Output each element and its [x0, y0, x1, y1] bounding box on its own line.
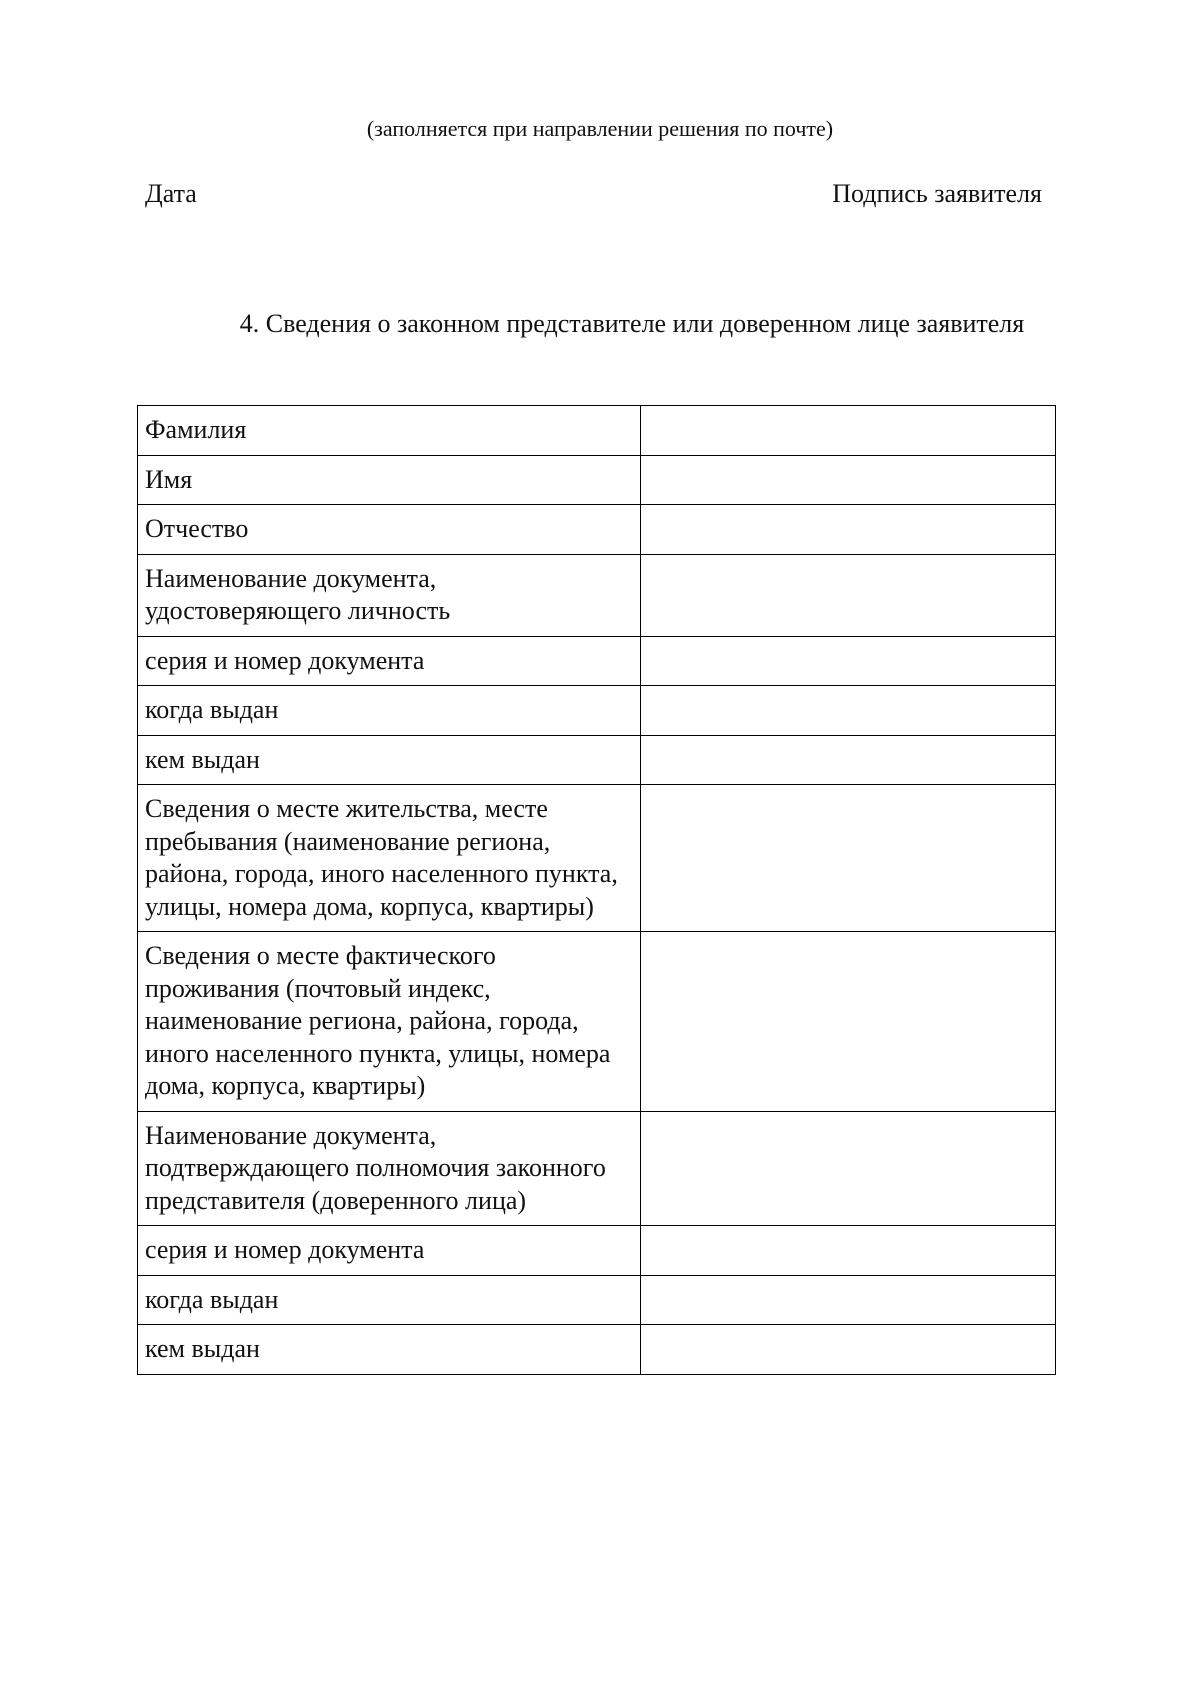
- field-label: Наименование документа, удостоверяющего личность: [138, 554, 641, 636]
- table-row: [138, 735, 1056, 785]
- mail-note: (заполняется при направлении решения по почте): [366, 116, 834, 141]
- field-label: Фамилия: [138, 406, 641, 456]
- table-row: [138, 406, 1056, 456]
- field-value[interactable]: [641, 406, 1056, 456]
- table-row: [138, 932, 1056, 1112]
- table-row: [138, 455, 1056, 505]
- table-row: [138, 505, 1056, 555]
- field-label: Имя: [138, 455, 641, 505]
- field-value[interactable]: [641, 636, 1056, 686]
- signature-label: Подпись заявителя: [832, 179, 1042, 208]
- field-label: Отчество: [138, 505, 641, 555]
- table-row: [138, 1275, 1056, 1325]
- field-label: когда выдан: [138, 1275, 641, 1325]
- field-value[interactable]: [641, 1275, 1056, 1325]
- field-value[interactable]: [641, 554, 1056, 636]
- field-value[interactable]: [641, 455, 1056, 505]
- date-label: Дата: [145, 179, 197, 208]
- field-label: Наименование документа, подтверждающего полномочия законного представителя (доверенного лица): [138, 1111, 641, 1226]
- field-value[interactable]: [641, 735, 1056, 785]
- table-row: [138, 636, 1056, 686]
- field-value[interactable]: [641, 1325, 1056, 1375]
- field-value[interactable]: [641, 686, 1056, 736]
- field-label: когда выдан: [138, 686, 641, 736]
- field-label: серия и номер документа: [138, 636, 641, 686]
- table-row: [138, 1111, 1056, 1226]
- field-label: серия и номер документа: [138, 1226, 641, 1276]
- field-value[interactable]: [641, 1111, 1056, 1226]
- table-row: [138, 1226, 1056, 1276]
- table-row: [138, 785, 1056, 932]
- field-value[interactable]: [641, 932, 1056, 1112]
- field-label: кем выдан: [138, 735, 641, 785]
- table-row: [138, 1325, 1056, 1375]
- representative-info-table: [137, 405, 1056, 1375]
- field-label: кем выдан: [138, 1325, 641, 1375]
- section-title: 4. Сведения о законном представителе или доверенном лице заявителя: [239, 309, 1025, 338]
- table-row: [138, 554, 1056, 636]
- field-label: Сведения о месте жительства, месте пребывания (наименование региона, района, города, иного населенного пункта, улицы, номера дома, корпуса, квартиры): [138, 785, 641, 932]
- field-value[interactable]: [641, 505, 1056, 555]
- field-value[interactable]: [641, 1226, 1056, 1276]
- field-value[interactable]: [641, 785, 1056, 932]
- field-label: Сведения о месте фактического проживания (почтовый индекс, наименование региона, района, города, иного населенного пункта, улицы, номера дома, корпуса, квартиры): [138, 932, 641, 1112]
- table-row: [138, 686, 1056, 736]
